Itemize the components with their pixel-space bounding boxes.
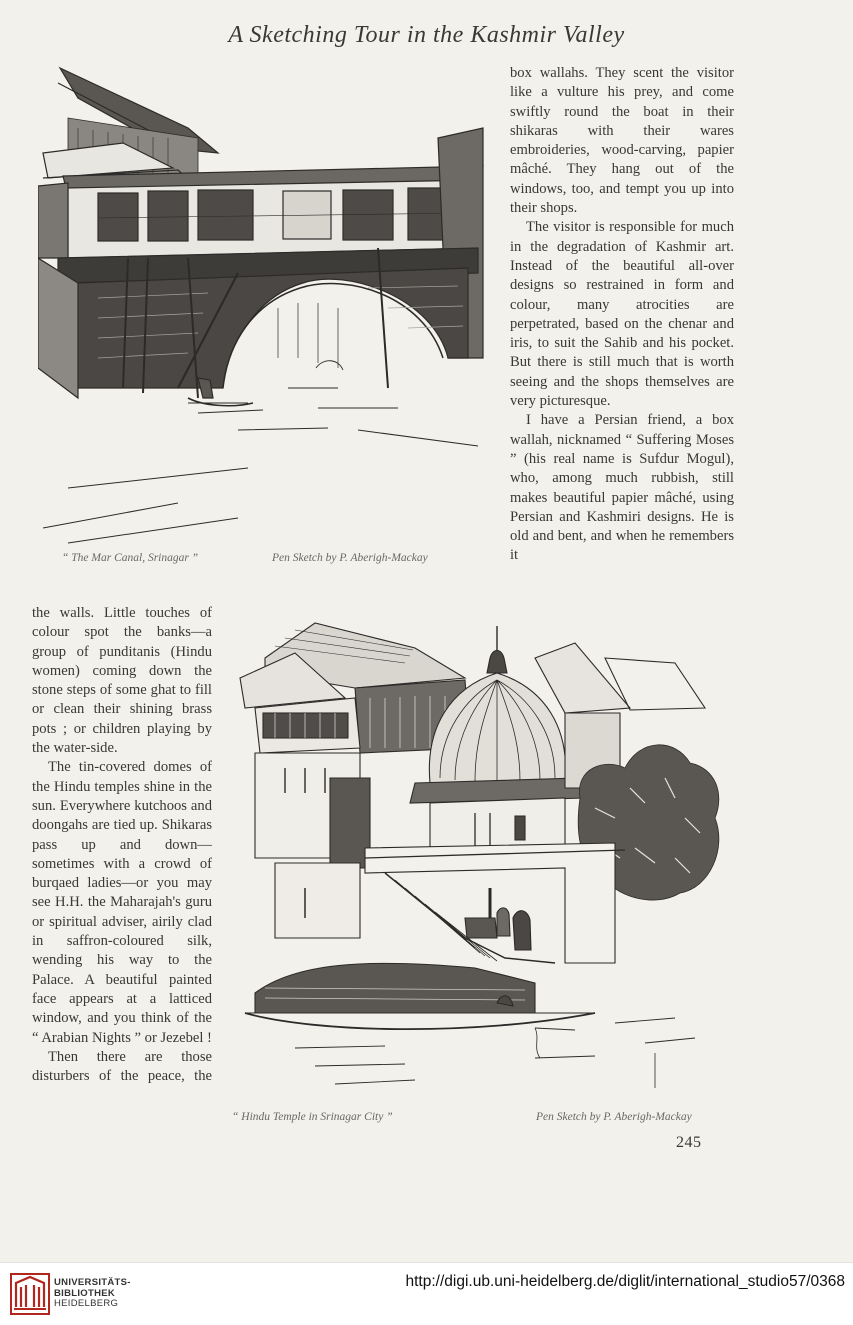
figure-top-caption: “ The Mar Canal, Srinagar ” — [62, 552, 199, 564]
page-number: 245 — [676, 1134, 702, 1151]
paragraph: box wallahs. They scent the visitor like a vulture his prey, and come swiftly round the boat in their shikaras with their wares embroideries, wood-carving, papier mâché. They hang out of the windows, too, and tempt you up into their shops. — [510, 65, 734, 217]
university-library-logo-icon — [10, 1273, 50, 1315]
sketch-mar-canal — [38, 58, 488, 546]
permalink-url[interactable]: http://digi.ub.uni-heidelberg.de/diglit/international_studio57/0368 — [405, 1273, 845, 1290]
library-name — [54, 1278, 131, 1310]
left-text-column — [32, 604, 212, 1086]
figure-bottom-credit: Pen Sketch by P. Aberigh-Mackay — [536, 1111, 692, 1123]
paragraph: The tin-covered domes of the Hindu temples shine in the sun. Everywhere kutchoos and doongahs are tied up. Shikaras pass up and down—sometimes with a crowd of burqaed ladies—or you may see H.H. the Maharajah's guru or spiritual adviser, airily clad in saffron-coloured silk, wending his way to the Palace. A beautiful painted face appears at a latticed window, and you think of the “ Arabian Nights ” or Jezebel ! — [32, 759, 212, 1046]
paragraph: The visitor is responsible for much in the degradation of Kashmir art. Instead of the beautiful all-over designs so restrained in form and colour, many atrocities are perpetrated, based on the chenar and iris, to suit the Sahib and his pocket. But there is still much that is worth seeing and the shops themselves are very picturesque. — [510, 219, 734, 410]
library-name-line: UNIVERSITÄTS- — [54, 1277, 131, 1288]
running-title: A Sketching Tour in the Kashmir Valley — [228, 22, 625, 48]
paragraph: Then there are those disturbers of the peace, the — [32, 1048, 212, 1085]
right-text-column — [510, 64, 734, 566]
sketch-hindu-temple — [235, 618, 730, 1100]
paragraph: the walls. Little touches of colour spot the banks—a group of punditanis (Hindu women) coming down the stone steps of some ghat to fill or clean their shining brass pots ; or children playing by the water-side. — [32, 605, 212, 757]
library-footer — [0, 1262, 853, 1325]
library-name-line: HEIDELBERG — [54, 1298, 119, 1309]
paragraph: I have a Persian friend, a box wallah, nicknamed “ Suffering Moses ” (his real name is Sufdur Mogul), who, among much rubbish, still makes beautiful papier mâché, using Persian and Kashmiri designs. He is old and bent, and when he remembers it — [510, 412, 734, 564]
library-name-line: BIBLIOTHEK — [54, 1287, 116, 1299]
figure-bottom-caption: “ Hindu Temple in Srinagar City ” — [232, 1111, 393, 1123]
figure-top-credit: Pen Sketch by P. Aberigh-Mackay — [272, 552, 428, 564]
